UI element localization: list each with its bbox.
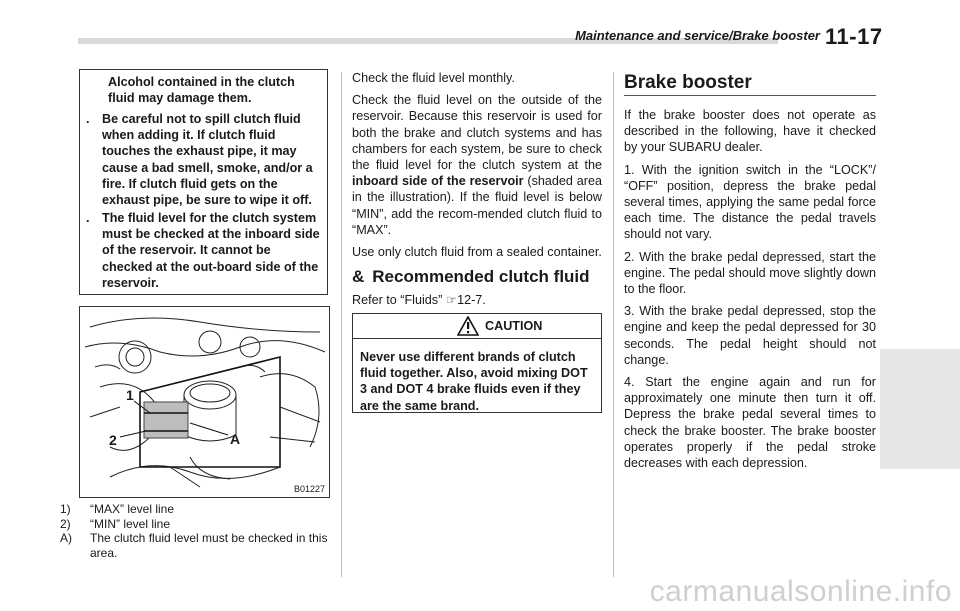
bullet: . — [86, 211, 90, 225]
bullet: . — [86, 112, 90, 126]
reference-arrow-icon: ☞ — [445, 293, 458, 307]
figure-legend — [60, 502, 338, 560]
column-divider — [613, 72, 614, 577]
paragraph: Check the fluid level monthly. — [352, 71, 515, 85]
paragraph: If the brake booster does not operate as described in the following, have it checked by your SUBARU dealer. — [624, 108, 876, 155]
step: 4. Start the engine again and run for approximately one minute then turn it off. Depress the brake pedal several times to check the brake booster. The brake booster operates properly if the pedal stroke decreases with each depression. — [624, 375, 876, 471]
legend-item: A) The clutch fluid level must be checked in this area. — [60, 531, 328, 560]
step: 2. With the brake pedal depressed, start the engine. The pedal should move slightly down to the floor. — [624, 249, 876, 297]
brake-booster-title: Brake booster — [624, 72, 752, 93]
legend-item: 2) “MIN” level line — [60, 516, 171, 531]
warning-intro: Alcohol contained in the clutch fluid may damage them. — [108, 75, 295, 106]
brake-booster-text — [624, 107, 876, 477]
caution-title: CAUTION — [485, 319, 543, 333]
section-marker: & — [352, 267, 365, 286]
chapter-tab — [880, 349, 960, 469]
callout-1: 1 — [126, 387, 134, 403]
shaded-area — [144, 402, 188, 438]
paragraph: Use only clutch fluid from a sealed container. — [352, 245, 602, 260]
engine-bay-drawing — [80, 307, 330, 498]
callout-a: A — [230, 431, 241, 447]
running-header: Maintenance and service/Brake booster — [575, 28, 820, 43]
title-rule — [624, 95, 876, 96]
warning-box — [79, 69, 328, 295]
caution-triangle-icon — [457, 316, 479, 336]
caution-box — [352, 313, 602, 413]
warning-item: . The fluid level for the clutch system must be checked at the inboard side of the reservoir. It cannot be checked at the out-board side of the reservoir. — [86, 211, 320, 290]
step: 3. With the brake pedal depressed, stop the engine and keep the pedal depressed for 30 seconds. The pedal height should not change. — [624, 304, 876, 367]
legend-item: 1) “MAX” level line — [60, 502, 175, 516]
column-divider — [341, 72, 342, 577]
refer-line: Refer to “Fluids” ☞12-7. — [352, 293, 486, 307]
figure-code: B01227 — [293, 484, 325, 494]
paragraph: Check the fluid level on the outside of the reservoir. Because this reservoir is used for both the brake and clutch systems and has chambers for each system, be sure to check the fluid level for the clutch system at the inboard side of the reservoir (shaded area in the illustration). If the fluid level is below “MIN”, add the recom-mended clutch fluid to “MAX”. — [352, 93, 603, 237]
watermark: carmanualsonline.info — [649, 575, 952, 608]
callout-2: 2 — [109, 432, 117, 448]
step: 1. With the ignition switch in the “LOCK”/ “OFF” position, depress the brake pedal several times, applying the same pedal force each time. The distance the pedal travels should not vary. — [624, 162, 876, 242]
clutch-fluid-text — [352, 70, 602, 266]
section-heading: & Recommended clutch fluid — [352, 267, 590, 286]
page-number: 11-17 — [825, 24, 883, 49]
warning-item: . Be careful not to spill clutch fluid when adding it. If clutch fluid touches the exhaust pipe, it may cause a bad smell, smoke, and/or a fire. If clutch fluid gets on the exhaust pipe, be sure to wipe it off. — [86, 112, 313, 208]
caution-text: Never use different brands of clutch fluid together. Also, avoid mixing DOT 3 and DOT 4 brake fluids even if they are the same brand. — [360, 350, 588, 413]
engine-illustration — [79, 306, 330, 498]
